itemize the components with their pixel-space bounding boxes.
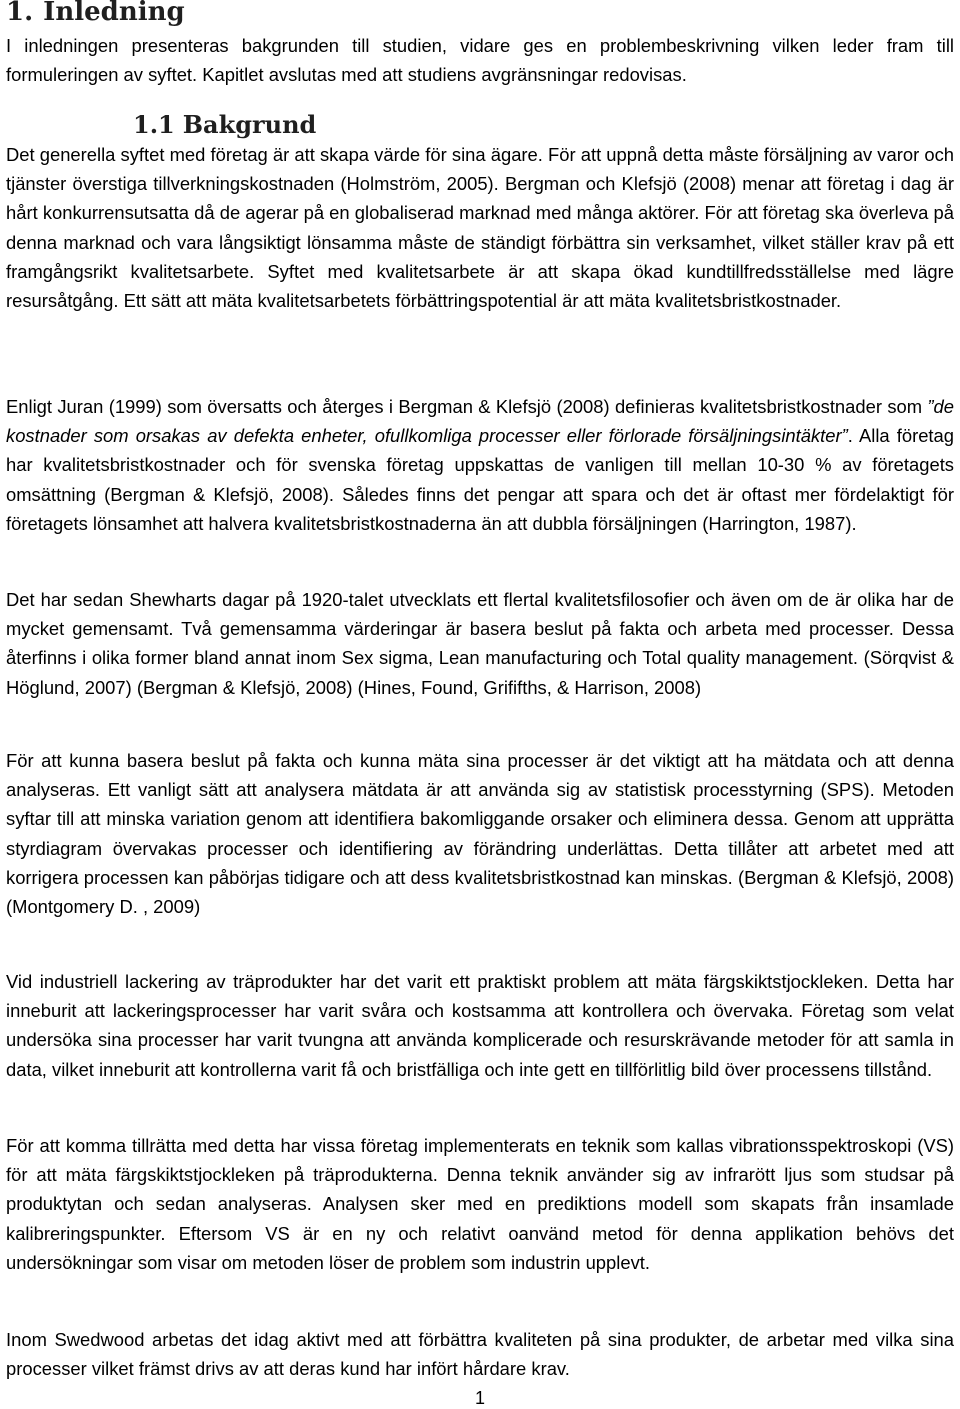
chapter-number: 1. — [6, 0, 34, 27]
chapter-intro: I inledningen presenteras bakgrunden till studien, vidare ges en problembeskrivning vilken leder fram till formuleringen av syftet. Kapitlet avslutas med att studiens avgränsningar redovisas. — [6, 35, 954, 86]
section-number: 1.1 — [133, 110, 175, 139]
paragraph-background-6: För att komma tillrätta med detta har vissa företag implementerats en teknik som kallas vibrationsspektroskopi (VS) för att mäta färgskiktstjockleken på träprodukterna. Denna teknik använder sig av infrarött ljus som studsar på produktytan och sedan analyseras. Analysen sker med en prediktions modell som skapats från insamlade kalibreringspunkter. Eftersom VS är en ny och relativt oanvänd metod för denna applikation behövs det undersökningar som visar om metoden löser de problem som industrin upplevt. — [6, 1135, 954, 1273]
paragraph-2-text-a: Enligt Juran (1999) som översatts och återges i Bergman & Klefsjö (2008) definieras kvalitetsbristkostnader som — [6, 396, 928, 417]
paragraph-2-text-b: . Alla företag har kvalitetsbristkostnader och för svenska företag uppskattas de vanligen till mellan 10-30 % av företagets omsättning (Bergman & Klefsjö, 2008). Således finns det pengar att spara och det är oftast mer fördelaktigt för företagets lönsamhet att halvera kvalitetsbristkostnaderna än att dubbla försäljningen (Harrington, 1987). — [6, 425, 954, 534]
paragraph-background-3: Det har sedan Shewharts dagar på 1920-talet utvecklats ett flertal kvalitetsfilosofier och även om de är olika har de mycket gemensamt. Två gemensamma värderingar är basera beslut på fakta och arbeta med processer. Dessa återfinns i olika former bland annat inom Sex sigma, Lean manufacturing och Total quality management. (Sörqvist & Höglund, 2007) (Bergman & Klefsjö, 2008) (Hines, Found, Grififths, & Harrison, 2008) — [6, 589, 954, 698]
chapter-title: Inledning — [43, 0, 185, 27]
section-title: Bakgrund — [182, 110, 317, 139]
section-heading — [133, 110, 316, 140]
paragraph-background-7: Inom Swedwood arbetas det idag aktivt med att förbättra kvaliteten på sina produkter, de arbetar med vilka sina processer vilket främst drivs av att deras kund har infört hårdare krav. — [6, 1329, 954, 1380]
paragraph-background-1: Det generella syftet med företag är att skapa värde för sina ägare. För att uppnå detta måste försäljning av varor och tjänster överstiga tillverkningskostnaden (Holmström, 2005). Bergman och Klefsjö (2008) menar att företag i dag är hårt konkurrensutsatta då de agerar på en globaliserad marknad med många aktörer. För att företag ska överleva på denna marknad och vara långsiktigt lönsamma måste de ständigt förbättra sin verksamhet, vilket ställer krav på ett framgångsrikt kvalitetsarbete. Syftet med kvalitetsarbete är att skapa ökad kundtillfredsställelse med lägre resursåtgång. Ett sätt att mäta kvalitetsarbetets förbättringspotential är att mäta kvalitetsbristkostnader. — [6, 144, 954, 312]
page-number: 1 — [474, 1388, 485, 1408]
paragraph-2-quote: ”de kostnader som orsakas av defekta enheter, ofullkomliga processer eller förlorade försäljningsintäkter” — [6, 396, 954, 447]
paragraph-background-2 — [6, 392, 954, 538]
paragraph-background-4: För att kunna basera beslut på fakta och kunna mäta sina processer är det viktigt att ha mätdata och att denna analyseras. Ett vanligt sätt att analysera mätdata är att använda sig av statistisk processtyrning (SPS). Metoden syftar till att minska variation genom att identifiera bakomliggande orsaker och eliminera dessa. Genom att upprätta styrdiagram övervakas processer och identifiering av förändring underlättas. Detta tillåter att arbetet med att korrigera processen kan påbörjas tidigare och att dess kvalitetsbristkostnad kan minskas. (Bergman & Klefsjö, 2008) (Montgomery D. , 2009) — [6, 750, 954, 918]
chapter-heading — [6, 0, 185, 28]
paragraph-background-5: Vid industriell lackering av träprodukter har det varit ett praktiskt problem att mäta färgskiktstjockleken. Detta har inneburit att lackeringsprocesser har varit svåra och kostsamma att kontrollera och övervaka. Företag som velat undersöka sina processer har varit tvungna att använda komplicerade och resurskrävande metoder för att samla in data, vilket inneburit att kontrollerna varit få och bristfälliga och inte gett en tillförlitlig bild över processens tillstånd. — [6, 971, 954, 1080]
